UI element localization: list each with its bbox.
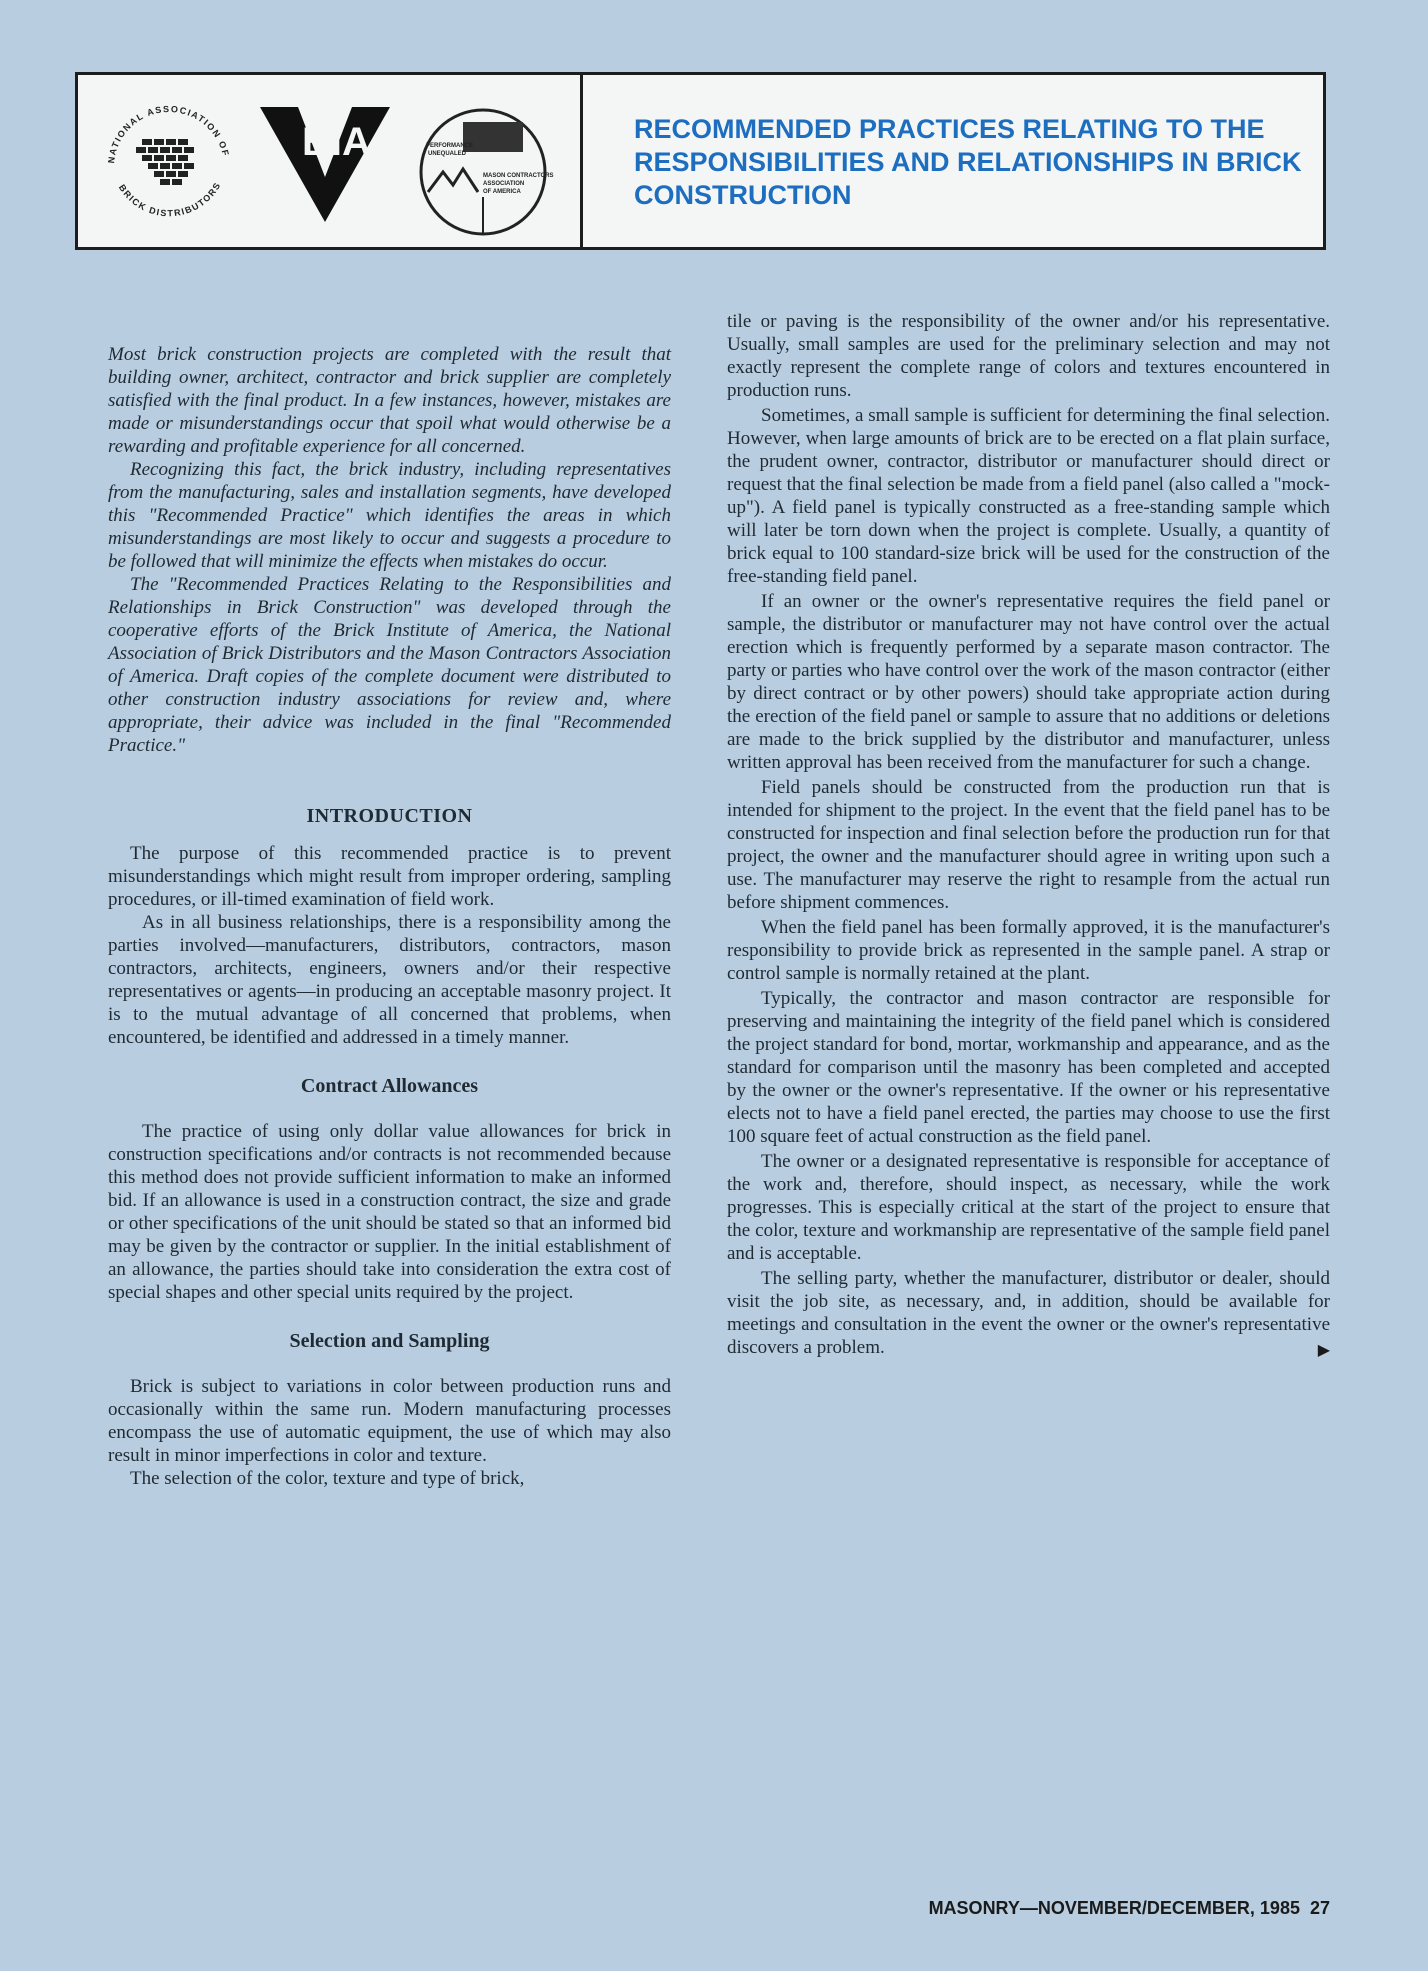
- header-divider: [580, 75, 583, 247]
- svg-text:UNEQUALED: UNEQUALED: [428, 151, 467, 157]
- publication-info: MASONRY—NOVEMBER/DECEMBER, 1985: [928, 1898, 1300, 1918]
- intro-section: [108, 343, 671, 757]
- introduction-section: [108, 842, 671, 1049]
- svg-text:MASON CONTRACTORS: MASON CONTRACTORS: [483, 173, 554, 179]
- right-paragraph: tile or paving is the responsibility of the owner and/or his representative. Usually, small samples are used for the preliminary selection and may not exactly represent the complete range of colors and textures encountered in production runs.: [727, 311, 1330, 401]
- mca-logo: [408, 97, 558, 247]
- svg-text:BRICK DISTRIBUTORS: BRICK DISTRIBUTORS: [116, 179, 223, 219]
- right-paragraph-text: The selling party, whether the manufacturer, distributor or dealer, should visit the job site, as necessary, and, in addition, should be available for meetings and consultation in the event the owner or the owner's representative discovers a problem.: [727, 1268, 1330, 1358]
- right-paragraph: Field panels should be constructed from the production run that is intended for shipment to the project. In the event that the field panel has to be constructed for inspection and final selection before the production run for that project, the owner and the manufacturer should agree in writing upon such a use. The manufacturer may reserve the right to resample from the actual run before shipment commences.: [727, 777, 1330, 913]
- nabd-logo: [94, 89, 244, 239]
- introduction-paragraph: As in all business relationships, there is a responsibility among the parties involved—manufacturers, distributors, contractors, mason contractors, architects, engineers, owners and/or their respective representatives or agents—in producing an acceptable masonry project. It is to the mutual advantage of all concerned that problems, when encountered, be identified and addressed in a timely manner.: [108, 912, 671, 1048]
- svg-text:BIA: BIA: [302, 120, 371, 164]
- page-title: RECOMMENDED PRACTICES RELATING TO THE RESPONSIBILITIES AND RELATIONSHIPS IN BRICK CONSTRUCTION: [634, 114, 1302, 210]
- right-paragraph: When the field panel has been formally approved, it is the manufacturer's responsibility to provide brick as represented in the sample panel. A strap or control sample is normally retained at the plant.: [727, 917, 1330, 984]
- right-column: [727, 310, 1330, 1362]
- svg-text:NATIONAL ASSOCIATION OF: NATIONAL ASSOCIATION OF: [106, 103, 232, 164]
- right-paragraph: Sometimes, a small sample is sufficient for determining the final selection. However, when large amounts of brick are to be erected on a flat plain surface, the prudent owner, contractor, distributor or manufacturer should direct or request that the final selection be made from a field panel (also called a "mock-up"). A field panel is typically constructed as a free-standing sample which will later be torn down when the project is complete. Usually, a quantity of brick equal to 100 standard-size brick will be used for the construction of the free-standing field panel.: [727, 405, 1330, 587]
- left-column: [108, 343, 671, 1490]
- intro-paragraph: The "Recommended Practices Relating to the Responsibilities and Relationships in Brick Construction" was developed through the cooperative efforts of the Brick Institute of America, the National Association of Brick Distributors and the Mason Contractors Association of America. Draft copies of the complete document were distributed to other construction industry associations for review and, where appropriate, their advice was included in the final "Recommended Practice.": [108, 574, 671, 756]
- page-number: 27: [1309, 1898, 1330, 1918]
- contract-allowances-paragraph: The practice of using only dollar value allowances for brick in construction specifications and/or contracts is not recommended because this method does not provide sufficient information to make an informed bid. If an allowance is used in a construction contract, the size and grade or other specifications of the unit should be stated so that an informed bid may be given by the contractor or supplier. In the initial establishment of an allowance, the parties should take into consideration the extra cost of special shapes and other special units required by the project.: [108, 1121, 671, 1303]
- selection-sampling-paragraph: The selection of the color, texture and type of brick,: [130, 1468, 525, 1489]
- contract-allowances-section: [108, 1120, 671, 1304]
- introduction-paragraph: The purpose of this recommended practice is to prevent misunderstandings which might result from improper ordering, sampling procedures, or ill-timed examination of field work.: [108, 843, 671, 910]
- right-paragraph: [727, 1267, 1330, 1359]
- intro-paragraph: Most brick construction projects are completed with the result that building owner, architect, contractor and brick supplier are completely satisfied with the final product. In a few instances, however, mistakes are made or misunderstandings occur that spoil what would otherwise be a rewarding and profitable experience for all concerned.: [108, 344, 671, 457]
- svg-text:ASSOCIATION: ASSOCIATION: [483, 181, 525, 187]
- header-box: [75, 72, 1326, 250]
- right-paragraph: The owner or a designated representative is responsible for acceptance of the work and, therefore, should inspect, as necessary, while the work progresses. This is especially critical at the start of the project to ensure that the color, texture and workmanship are representative of the sample field panel and is acceptable.: [727, 1151, 1330, 1264]
- right-paragraph: Typically, the contractor and mason contractor are responsible for preserving and maintaining the integrity of the field panel which is considered the project standard for bond, mortar, workmanship and appearance, and as the standard for comparison until the masonry has been completed and accepted by the owner or the owner's representative. If the owner or his representative elects not to have a field panel erected, the parties may choose to use the first 100 square feet of actual construction as the field panel.: [727, 988, 1330, 1147]
- selection-sampling-paragraph: Brick is subject to variations in color between production runs and occasionally within the same run. Modern manufacturing processes encompass the use of automatic equipment, the use of which may also result in minor imperfections in color and texture.: [108, 1376, 671, 1466]
- bia-logo: [250, 97, 400, 227]
- page-footer: [929, 1898, 1330, 1919]
- introduction-heading: INTRODUCTION: [306, 805, 473, 827]
- right-paragraph: If an owner or the owner's representative requires the field panel or sample, the distributor or manufacturer may not have control over the actual erection which is frequently performed by a separate mason contractor. The party or parties who have control over the work of the mason contractor (either by direct contract or by other powers) should take appropriate action during the erection of the field panel or sample to assure that no additions or deletions are made to the brick supplied by the distributor and manufacturer, unless written approval has been received from the manufacturer for such a change.: [727, 591, 1330, 773]
- selection-sampling-heading: Selection and Sampling: [289, 1330, 490, 1352]
- continue-arrow-icon: ▶: [1317, 1342, 1330, 1359]
- selection-sampling-section: [108, 1375, 671, 1490]
- intro-paragraph: Recognizing this fact, the brick industry, including representatives from the manufacturing, sales and installation segments, have developed this "Recommended Practice" which identifies the areas in which misunderstandings are most likely to occur and suggests a procedure to be followed that will minimize the effects when mistakes do occur.: [108, 459, 671, 572]
- svg-text:OF AMERICA: OF AMERICA: [483, 189, 521, 195]
- svg-text:PERFORMANCE: PERFORMANCE: [426, 143, 474, 149]
- contract-allowances-heading: Contract Allowances: [300, 1075, 479, 1097]
